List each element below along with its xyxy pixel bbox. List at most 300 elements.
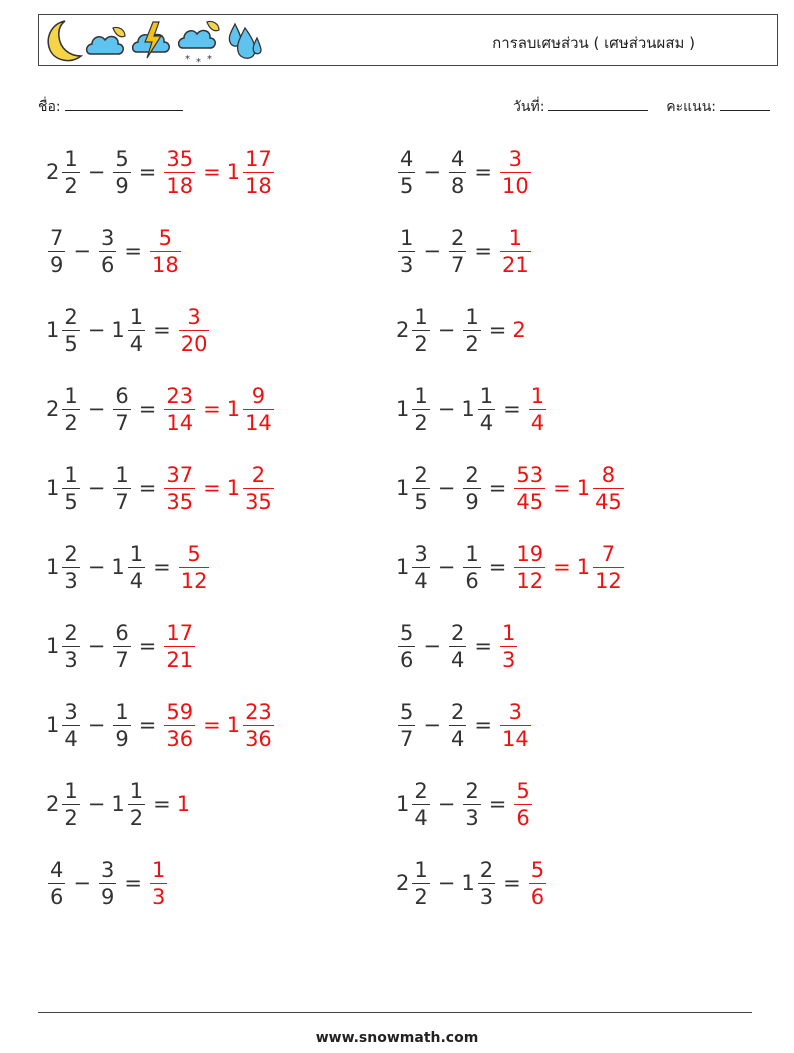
denominator: 2	[414, 331, 428, 356]
numerator: 1	[115, 699, 129, 724]
answer-fraction	[227, 383, 276, 436]
problem-item	[46, 379, 276, 439]
problem-item	[46, 142, 276, 202]
numerator: 17	[245, 146, 272, 171]
svg-text:*: *	[185, 54, 190, 65]
equals-sign: =	[124, 239, 142, 263]
denominator: 8	[450, 173, 465, 198]
numerator: 17	[166, 620, 194, 645]
denominator: 7	[400, 726, 414, 751]
answer-fraction	[162, 383, 197, 436]
problem-item	[396, 537, 626, 597]
problem-item	[46, 300, 211, 360]
numerator: 4	[400, 146, 414, 171]
problem-item	[46, 616, 197, 676]
answer	[162, 146, 275, 199]
equals-sign: =	[138, 160, 157, 184]
numerator: 1	[64, 778, 78, 803]
denominator: 7	[115, 647, 129, 672]
denominator: 4	[450, 726, 465, 751]
fraction	[398, 225, 415, 278]
numerator: 1	[414, 383, 428, 408]
fraction	[449, 146, 466, 199]
numerator: 6	[115, 620, 129, 645]
equals-sign: =	[153, 318, 171, 342]
whole-number: 2	[46, 792, 60, 816]
denominator: 7	[115, 489, 129, 514]
cloud-lightning-icon	[131, 18, 175, 64]
minus-sign: −	[87, 476, 106, 500]
denominator: 45	[516, 489, 544, 514]
fraction	[412, 304, 429, 357]
numerator: 1	[151, 857, 166, 882]
numerator: 5	[530, 857, 545, 882]
minus-sign: −	[73, 239, 91, 263]
fraction	[128, 778, 145, 831]
fraction	[398, 146, 415, 199]
minuend	[46, 146, 82, 199]
subtrahend	[111, 383, 132, 436]
minuend	[46, 699, 82, 752]
denominator: 12	[180, 568, 208, 593]
answer-fraction	[498, 699, 533, 752]
numerator: 2	[465, 778, 479, 803]
fraction	[478, 383, 495, 436]
problem-item	[46, 774, 191, 834]
fraction	[179, 304, 210, 357]
denominator: 4	[414, 805, 428, 830]
problem-item	[46, 853, 169, 913]
answer-fraction	[498, 620, 519, 673]
weather-icons	[43, 17, 267, 65]
problem-item	[396, 458, 626, 518]
answer	[148, 857, 169, 910]
subtrahend	[111, 304, 147, 357]
whole-number: 1	[461, 397, 475, 421]
answer-fraction	[162, 462, 197, 515]
denominator: 6	[465, 568, 479, 593]
problem-item	[396, 221, 533, 281]
answer	[162, 699, 275, 752]
denominator: 18	[166, 173, 194, 198]
numerator: 2	[450, 699, 465, 724]
subtrahend	[111, 699, 132, 752]
subtrahend	[97, 857, 118, 910]
subtrahend	[111, 146, 132, 199]
numerator: 23	[245, 699, 272, 724]
denominator: 21	[501, 252, 529, 277]
fraction	[243, 383, 274, 436]
fraction	[113, 383, 130, 436]
answer-fraction	[148, 857, 169, 910]
denominator: 3	[64, 647, 78, 672]
denominator: 35	[245, 489, 272, 514]
numerator: 5	[400, 699, 414, 724]
equals-sign: =	[474, 713, 492, 737]
numerator: 1	[414, 304, 428, 329]
denominator: 12	[516, 568, 544, 593]
denominator: 36	[245, 726, 272, 751]
whole-number: 1	[176, 792, 191, 816]
whole-number: 1	[46, 476, 60, 500]
footer-site: www.snowmath.com	[315, 1030, 479, 1046]
equals-sign: =	[553, 476, 571, 500]
subtrahend	[461, 383, 497, 436]
numerator: 2	[414, 462, 428, 487]
numerator: 7	[601, 541, 616, 566]
whole-number: 1	[111, 792, 125, 816]
numerator: 2	[450, 225, 465, 250]
minuend	[396, 699, 417, 752]
numerator: 2	[465, 462, 479, 487]
problem-item	[396, 853, 548, 913]
footer-divider	[38, 1012, 752, 1013]
fraction	[99, 225, 116, 278]
minus-sign: −	[437, 476, 456, 500]
numerator: 3	[187, 304, 201, 329]
numerator: 2	[64, 304, 78, 329]
whole-number: 1	[576, 555, 591, 579]
minuend	[396, 146, 417, 199]
problem-item	[396, 142, 533, 202]
whole-number: 1	[576, 476, 591, 500]
fraction	[164, 383, 195, 436]
fraction	[398, 620, 415, 673]
numerator: 9	[251, 383, 266, 408]
svg-text:*: *	[207, 54, 212, 65]
fraction	[48, 857, 65, 910]
denominator: 5	[64, 489, 78, 514]
numerator: 4	[450, 146, 465, 171]
fraction	[412, 857, 429, 910]
whole-number: 2	[396, 871, 410, 895]
denominator: 9	[100, 884, 115, 909]
whole-number: 1	[226, 476, 241, 500]
minus-sign: −	[423, 713, 441, 737]
fraction	[514, 778, 531, 831]
answer-fraction	[577, 462, 626, 515]
whole-number: 1	[396, 397, 410, 421]
minus-sign: −	[437, 555, 456, 579]
fraction	[243, 699, 274, 752]
answer	[498, 225, 533, 278]
numerator: 7	[50, 225, 64, 250]
answer	[177, 792, 191, 816]
numerator: 1	[479, 383, 494, 408]
numerator: 1	[64, 383, 78, 408]
denominator: 9	[50, 252, 64, 277]
denominator: 4	[414, 568, 428, 593]
equals-sign: =	[488, 792, 507, 816]
fraction	[500, 146, 531, 199]
numerator: 23	[166, 383, 194, 408]
cloud-snow-moon-icon	[177, 16, 223, 66]
fraction	[593, 462, 624, 515]
answer-fraction	[177, 304, 212, 357]
subtrahend	[461, 778, 482, 831]
problem-item	[46, 695, 276, 755]
equals-sign: =	[474, 160, 492, 184]
whole-number: 2	[396, 318, 410, 342]
numerator: 1	[64, 462, 78, 487]
minuend	[46, 304, 82, 357]
fraction	[164, 620, 195, 673]
fraction	[529, 383, 546, 436]
denominator: 2	[64, 805, 78, 830]
whole-number: 1	[46, 634, 60, 658]
minuend	[396, 778, 432, 831]
subtrahend	[461, 541, 482, 594]
minuend	[46, 462, 82, 515]
minuend	[46, 857, 67, 910]
numerator: 2	[64, 620, 78, 645]
score-label: คะแนน:	[666, 99, 716, 115]
fraction	[514, 541, 545, 594]
fraction	[113, 146, 130, 199]
name-field	[38, 96, 183, 118]
denominator: 4	[530, 410, 545, 435]
fraction	[412, 383, 429, 436]
fraction	[164, 699, 195, 752]
numerator: 3	[508, 699, 523, 724]
denominator: 14	[245, 410, 272, 435]
fraction	[179, 541, 210, 594]
fraction	[48, 225, 65, 278]
minus-sign: −	[437, 318, 456, 342]
minuend	[46, 225, 67, 278]
minus-sign: −	[87, 555, 106, 579]
denominator: 9	[115, 173, 129, 198]
denominator: 18	[245, 173, 272, 198]
answer-fraction	[148, 225, 183, 278]
fraction	[500, 620, 517, 673]
denominator: 9	[465, 489, 479, 514]
denominator: 36	[166, 726, 194, 751]
numerator: 2	[251, 462, 266, 487]
minuend	[46, 541, 82, 594]
answer	[498, 620, 519, 673]
whole-number: 1	[226, 397, 241, 421]
whole-number: 1	[396, 476, 410, 500]
denominator: 18	[151, 252, 179, 277]
numerator: 3	[508, 146, 523, 171]
numerator: 2	[64, 541, 78, 566]
numerator: 2	[450, 620, 465, 645]
answer-fraction	[512, 541, 547, 594]
numerator: 19	[516, 541, 544, 566]
numerator: 5	[400, 620, 414, 645]
denominator: 4	[129, 568, 144, 593]
equals-sign: =	[488, 555, 507, 579]
equals-sign: =	[503, 871, 521, 895]
numerator: 1	[508, 225, 523, 250]
equals-sign: =	[203, 160, 221, 184]
numerator: 2	[414, 778, 428, 803]
answer-fraction	[162, 699, 197, 752]
minus-sign: −	[87, 713, 106, 737]
numerator: 2	[479, 857, 494, 882]
denominator: 5	[414, 489, 428, 514]
denominator: 5	[64, 331, 78, 356]
problem-item	[396, 774, 534, 834]
minuend	[396, 304, 432, 357]
whole-number: 1	[461, 871, 475, 895]
answer-fraction	[498, 225, 533, 278]
problem-item	[46, 458, 276, 518]
denominator: 6	[530, 884, 545, 909]
subtrahend	[111, 462, 132, 515]
numerator: 1	[465, 304, 479, 329]
fraction	[150, 225, 181, 278]
worksheet-title: การลบเศษส่วน ( เศษส่วนผสม )	[492, 34, 695, 52]
water-drops-icon	[225, 18, 265, 64]
fraction	[62, 462, 79, 515]
equals-sign: =	[153, 555, 171, 579]
denominator: 2	[64, 410, 78, 435]
date-label: วันที่:	[513, 99, 545, 115]
numerator: 5	[516, 778, 530, 803]
denominator: 4	[479, 410, 494, 435]
fraction	[529, 857, 546, 910]
numerator: 8	[601, 462, 616, 487]
fraction	[463, 304, 480, 357]
numerator: 5	[115, 146, 129, 171]
fraction	[449, 699, 466, 752]
whole-number: 2	[512, 318, 526, 342]
whole-number: 1	[46, 713, 60, 737]
subtrahend	[461, 462, 482, 515]
whole-number: 1	[111, 318, 125, 342]
subtrahend	[447, 620, 468, 673]
numerator: 5	[158, 225, 173, 250]
equals-sign: =	[153, 792, 171, 816]
answer	[512, 778, 533, 831]
answer-fraction	[498, 146, 533, 199]
fraction	[62, 304, 79, 357]
minuend	[46, 620, 82, 673]
problem-item	[46, 537, 211, 597]
worksheet-header	[38, 14, 778, 66]
minus-sign: −	[437, 792, 456, 816]
equals-sign: =	[488, 476, 507, 500]
minus-sign: −	[87, 318, 106, 342]
fraction	[113, 620, 130, 673]
denominator: 5	[400, 173, 414, 198]
answer-fraction	[527, 383, 548, 436]
whole-number: 1	[226, 160, 241, 184]
fraction	[478, 857, 495, 910]
denominator: 3	[151, 884, 166, 909]
denominator: 2	[414, 410, 428, 435]
numerator: 35	[166, 146, 194, 171]
equals-sign: =	[474, 239, 492, 263]
equals-sign: =	[203, 713, 221, 737]
answer	[162, 462, 275, 515]
numerator: 1	[129, 541, 144, 566]
fraction	[62, 541, 79, 594]
subtrahend	[111, 620, 132, 673]
whole-number: 1	[226, 713, 241, 737]
fraction	[500, 225, 531, 278]
minus-sign: −	[437, 397, 456, 421]
answer	[527, 383, 548, 436]
fraction	[463, 462, 480, 515]
whole-number: 1	[111, 555, 125, 579]
answer	[177, 304, 212, 357]
numerator: 3	[414, 541, 428, 566]
fraction	[164, 146, 195, 199]
answer-fraction	[512, 462, 547, 515]
minuend	[46, 778, 82, 831]
denominator: 2	[64, 173, 78, 198]
fraction	[398, 699, 415, 752]
minus-sign: −	[87, 397, 106, 421]
minuend	[396, 541, 432, 594]
whole-number: 1	[396, 555, 410, 579]
fraction	[99, 857, 116, 910]
minus-sign: −	[87, 160, 106, 184]
denominator: 6	[516, 805, 530, 830]
numerator: 59	[166, 699, 194, 724]
equals-sign: =	[488, 318, 507, 342]
subtrahend	[447, 146, 468, 199]
fraction	[62, 699, 79, 752]
denominator: 4	[129, 331, 144, 356]
denominator: 7	[450, 252, 465, 277]
minuend	[396, 225, 417, 278]
fraction	[463, 778, 480, 831]
minus-sign: −	[423, 634, 441, 658]
fraction	[514, 462, 545, 515]
problem-item	[396, 379, 548, 439]
subtrahend	[461, 304, 482, 357]
numerator: 37	[166, 462, 194, 487]
numerator: 3	[100, 225, 115, 250]
answer-fraction	[177, 792, 191, 816]
denominator: 3	[465, 805, 479, 830]
equals-sign: =	[138, 713, 157, 737]
minuend	[396, 383, 432, 436]
score-blank	[720, 96, 770, 111]
fraction	[113, 462, 130, 515]
answer-fraction	[177, 541, 212, 594]
answer-fraction	[227, 462, 276, 515]
fraction	[243, 146, 274, 199]
numerator: 4	[50, 857, 64, 882]
minus-sign: −	[87, 792, 106, 816]
denominator: 6	[50, 884, 64, 909]
numerator: 53	[516, 462, 544, 487]
denominator: 4	[450, 647, 465, 672]
fraction	[412, 778, 429, 831]
numerator: 3	[64, 699, 78, 724]
numerator: 3	[100, 857, 115, 882]
minuend	[396, 462, 432, 515]
answer	[498, 699, 533, 752]
denominator: 6	[100, 252, 115, 277]
denominator: 3	[64, 568, 78, 593]
denominator: 3	[400, 252, 414, 277]
equals-sign: =	[503, 397, 521, 421]
denominator: 20	[180, 331, 208, 356]
numerator: 1	[465, 541, 479, 566]
denominator: 7	[115, 410, 129, 435]
fraction	[243, 462, 274, 515]
name-blank	[65, 96, 183, 111]
answer	[177, 541, 212, 594]
fraction	[463, 541, 480, 594]
equals-sign: =	[138, 476, 157, 500]
